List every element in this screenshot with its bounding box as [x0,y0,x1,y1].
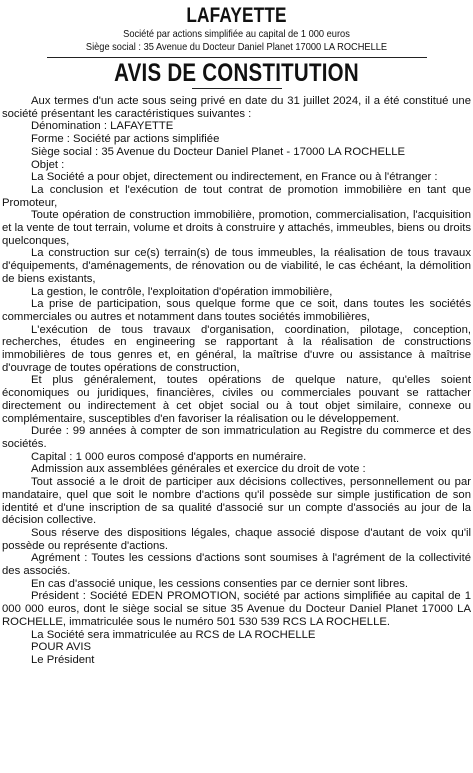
paragraph-duree: Durée : 99 années à compter de son immatriculation au Registre du commerce et des sociétés. [2,425,471,450]
paragraph: L'exécution de tous travaux d'organisation, coordination, pilotage, conception, recherches, études en engineering se rapportant à la réalisation de constructions immobilières de tous genres et, en général, la maîtrise d'uvre ou assistance à maîtrise d'ouvrage de toutes opérations de construction, [2,323,471,374]
divider-top [47,57,427,58]
paragraph-objet-label: Objet : [31,158,65,171]
paragraph: La gestion, le contrôle, l'exploitation d'opération immobilière, [31,285,333,298]
paragraph: Toute opération de construction immobilière, promotion, commercialisation, l'acquisition et la vente de tout terrain, volume et droits à construire y attachés, immeubles, biens ou droits quelconques, [2,209,471,247]
paragraph-president: Président : Société EDEN PROMOTION, société par actions simplifiée au capital de 1 000 000 euros, dont le siège social se situe 35 Avenue du Docteur Daniel Planet 17000 LA ROCHELLE, immatriculée sous le numéro 501 530 539 RCS LA ROCHELLE. [2,590,471,628]
paragraph-rcs: La Société sera immatriculée au RCS de LA ROCHELLE [31,628,316,641]
paragraph-intro: Aux termes d'un acte sous seing privé en date du 31 juillet 2024, il a été constitué une société présentant les caractéristiques suivantes : [2,95,471,120]
paragraph-capital: Capital : 1 000 euros composé d'apports en numéraire. [31,450,307,463]
pour-avis: POUR AVIS [31,641,92,654]
paragraph: Tout associé a le droit de participer aux décisions collectives, personnellement ou par mandataire, quel que soit le nombre d'actions qu'il possède sur simple justification de son identité et d'une inscription de sa qualité d'associé sur un compte d'associés au jour de la décision collective. [2,476,471,527]
paragraph-denomination: Dénomination : LAFAYETTE [31,120,174,133]
paragraph-siege: Siège social : 35 Avenue du Docteur Daniel Planet - 17000 LA ROCHELLE [31,145,406,158]
paragraph: Admission aux assemblées générales et exercice du droit de vote : [31,463,366,476]
paragraph: Et plus généralement, toutes opérations de quelque nature, qu'elles soient économiques ou juridiques, financières, civiles ou commerciales pouvant se rattacher directement ou indirectement à cet objet social ou à tout objet similaire, connexe ou complémentaire, susceptibles d'en favoriser la réalisation ou le développement. [2,374,471,425]
paragraph: En cas d'associé unique, les cessions consenties par ce dernier sont libres. [31,577,409,590]
company-name: LAFAYETTE [186,4,287,27]
notice-title: AVIS DE CONSTITUTION [114,59,359,87]
paragraph-agrement: Agrément : Toutes les cessions d'actions sont soumises à l'agrément de la collectivité des associés. [2,552,471,578]
divider-bottom [192,88,282,89]
signature-president: Le Président [31,653,95,666]
paragraph: La conclusion et l'exécution de tout contrat de promotion immobilière en tant que Promoteur, [2,183,471,209]
paragraph: La prise de participation, sous quelque forme que ce soit, dans toutes les sociétés commerciales ou autres et notamment dans toutes sociétés immobilières, [2,298,471,323]
notice-body [2,95,471,667]
paragraph: La construction sur ce(s) terrain(s) de tous immeubles, la réalisation de tous travaux d'équipements, d'aménagements, de rénovation ou de viabilité, le cas échéant, la démolition de biens existants, [2,247,471,285]
paragraph-forme: Forme : Société par actions simplifiée [31,133,220,146]
paragraph: Sous réserve des dispositions légales, chaque associé dispose d'autant de voix qu'il possède ou représente d'actions. [2,526,471,552]
capital-line: Société par actions simplifiée au capital de 1 000 euros [123,29,350,40]
paragraph: La Société a pour objet, directement ou indirectement, en France ou à l'étranger : [31,171,438,184]
seat-line: Siège social : 35 Avenue du Docteur Daniel Planet 17000 LA ROCHELLE [85,42,388,53]
